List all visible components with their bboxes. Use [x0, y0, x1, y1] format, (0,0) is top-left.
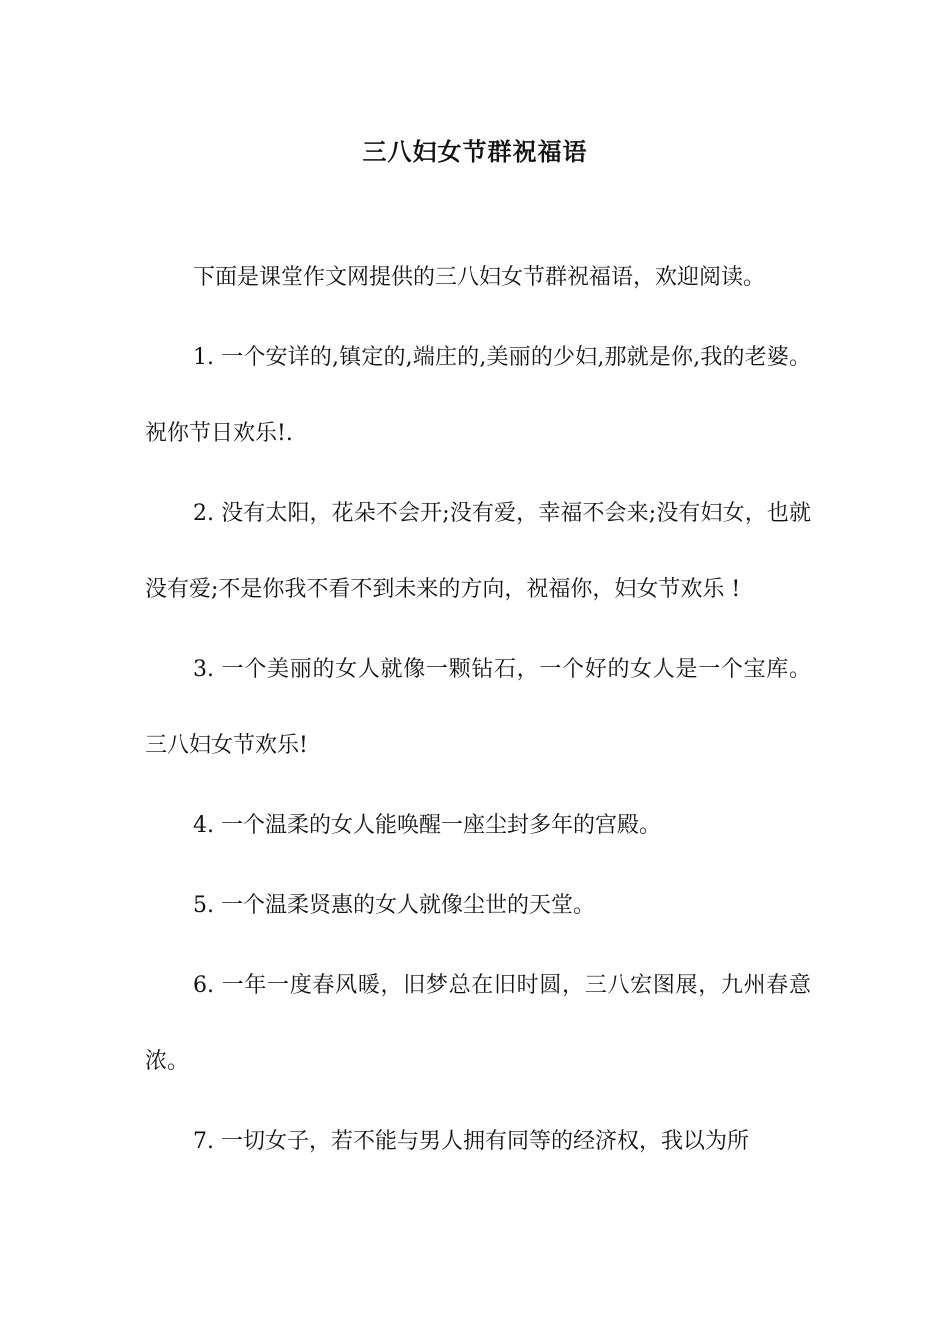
- list-item-3: 3. 一个美丽的女人就像一颗钻石，一个好的女人是一个宝库。三八妇女节欢乐!: [145, 657, 811, 758]
- document-title: 三八妇女节群祝福语: [362, 137, 588, 166]
- intro-paragraph: 下面是课堂作文网提供的三八妇女节群祝福语，欢迎阅读。: [193, 265, 766, 290]
- list-item-2: 2. 没有太阳，花朵不会开;没有爱，幸福不会来;没有妇女，也就没有爱;不是你我不看不到未来的方向，祝福你，妇女节欢乐 !: [145, 501, 811, 602]
- list-item-4: 4. 一个温柔的女人能唤醒一座尘封多年的宫殿。: [193, 813, 661, 838]
- list-item-7: 7. 一切女子，若不能与男人拥有同等的经济权，我以为所: [193, 1129, 749, 1154]
- list-item-1: 1. 一个安详的,镇定的,端庄的,美丽的少妇,那就是你,我的老婆。祝你节日欢乐!.: [145, 345, 811, 446]
- list-item-5: 5. 一个温柔贤惠的女人就像尘世的天堂。: [193, 893, 595, 918]
- document-body: [145, 240, 811, 1184]
- list-item-6: 6. 一年一度春风暖，旧梦总在旧时圆，三八宏图展，九州春意浓。: [145, 973, 811, 1074]
